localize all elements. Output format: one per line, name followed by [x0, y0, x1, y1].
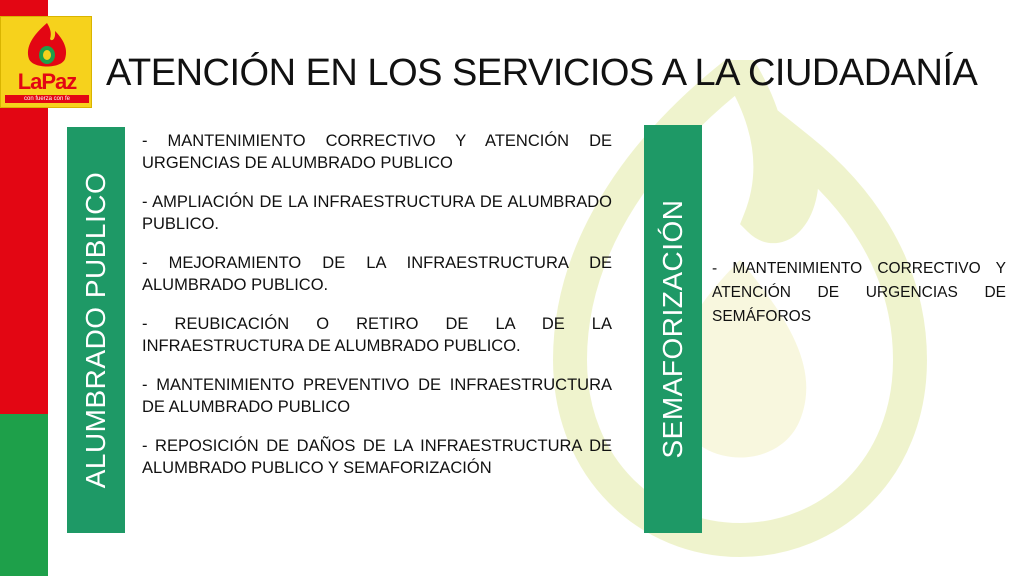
list-item: - REUBICACIÓN O RETIRO DE LA DE LA INFRAESTRUCTURA DE ALUMBRADO PUBLICO. [142, 315, 612, 355]
flame-logo-icon [19, 21, 75, 71]
logo-name: LaPaz [17, 69, 77, 94]
semaforizacion-label-bar [644, 125, 702, 533]
logo-slogan: con fuerza con fe [5, 95, 89, 103]
list-item: - MANTENIMIENTO PREVENTIVO DE INFRAESTRUCTURA DE ALUMBRADO PUBLICO [142, 376, 612, 416]
alumbrado-publico-label-bar [67, 127, 125, 533]
list-item: - AMPLIACIÓN DE LA INFRAESTRUCTURA DE ALUMBRADO PUBLICO. [142, 193, 612, 233]
semaforizacion-label: SEMAFORIZACIÓN [657, 199, 688, 459]
list-item: - REPOSICIÓN DE DAÑOS DE LA INFRAESTRUCTURA DE ALUMBRADO PUBLICO Y SEMAFORIZACIÓN [142, 437, 612, 477]
list-item: - MEJORAMIENTO DE LA INFRAESTRUCTURA DE ALUMBRADO PUBLICO. [142, 254, 612, 294]
semaforizacion-services-text: - MANTENIMIENTO CORRECTIVO Y ATENCIÓN DE URGENCIAS DE SEMÁFOROS [712, 260, 1006, 325]
flag-stripe-green [0, 414, 48, 576]
alumbrado-services-list [142, 130, 612, 496]
list-item: - MANTENIMIENTO CORRECTIVO Y ATENCIÓN DE URGENCIAS DE ALUMBRADO PUBLICO [142, 132, 612, 172]
alumbrado-publico-label: ALUMBRADO PUBLICO [80, 171, 111, 489]
page-title: ATENCIÓN EN LOS SERVICIOS A LA CIUDADANÍA [106, 52, 978, 94]
lapaz-logo [0, 16, 92, 108]
